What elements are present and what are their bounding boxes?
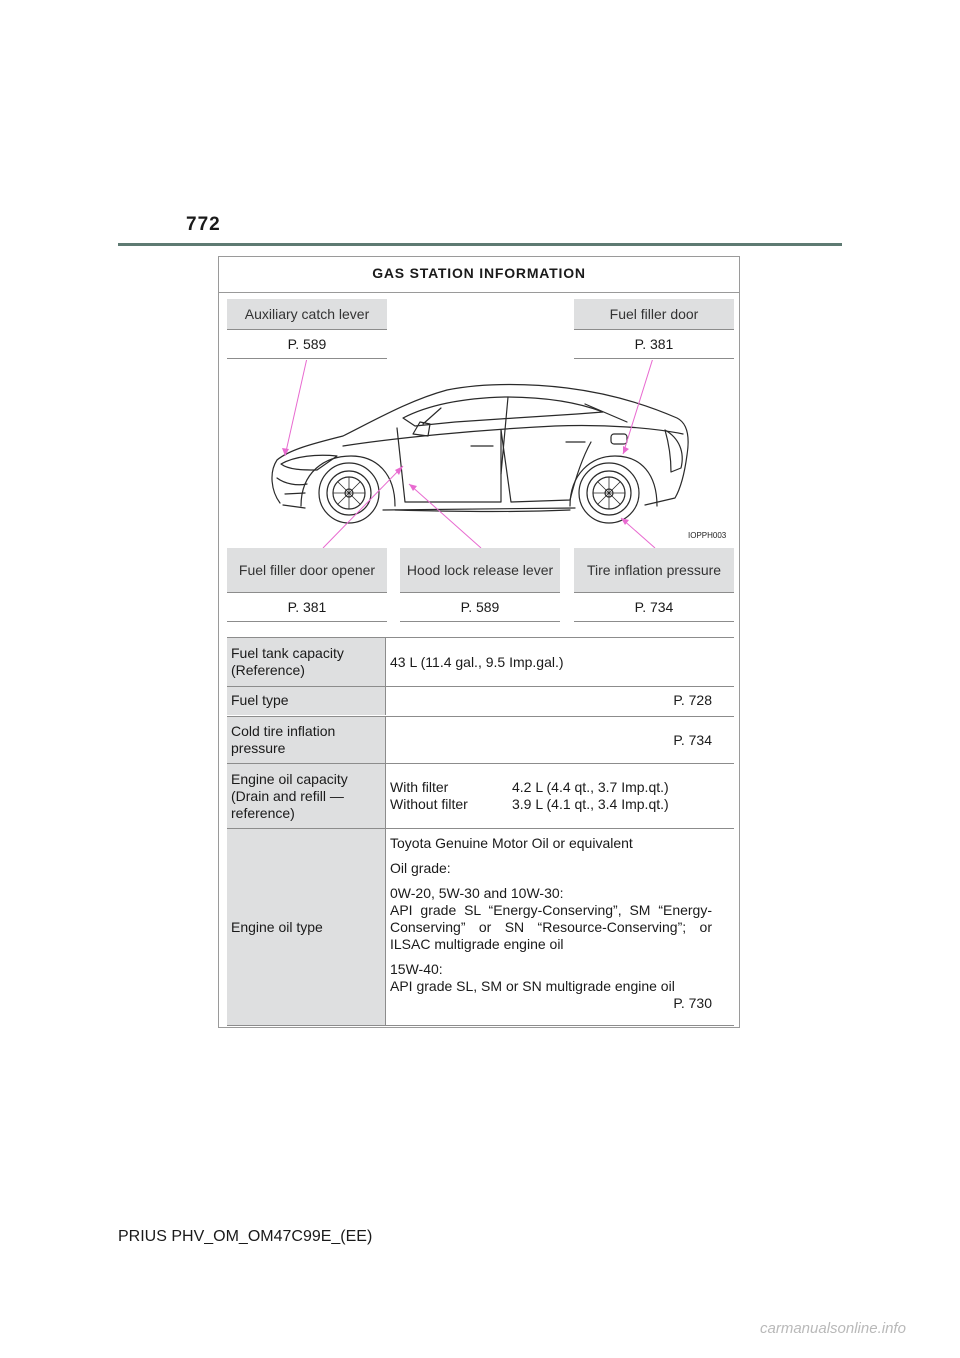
- page-reference-link[interactable]: P. 730: [673, 995, 712, 1011]
- table-row: [227, 638, 734, 687]
- row-label: Fuel tank capacity (Reference): [227, 638, 386, 686]
- oil-grade-title: 0W-20, 5W-30 and 10W-30:: [390, 885, 564, 901]
- header-rule: [118, 243, 842, 246]
- row-value: [386, 829, 734, 1025]
- without-filter-label: Without filter: [390, 796, 468, 812]
- callout-label: Tire inflation pressure: [574, 548, 734, 593]
- row-label: Cold tire inflation pressure: [227, 717, 386, 763]
- with-filter-value: 4.2 L (4.4 qt., 3.7 Imp.qt.): [512, 779, 669, 795]
- row-label-text: Engine oil type: [231, 918, 323, 935]
- row-label: [227, 829, 386, 1025]
- callout-fuel-filler-door: [574, 299, 734, 359]
- page-reference-link[interactable]: P. 381: [574, 330, 734, 359]
- table-row: [227, 717, 734, 764]
- table-row: [227, 829, 734, 1026]
- with-filter-label: With filter: [390, 779, 449, 795]
- oil-grade-block: [390, 885, 712, 953]
- row-label: Fuel type: [227, 687, 386, 715]
- page-reference-link[interactable]: P. 734: [574, 593, 734, 622]
- oil-grade-block: [390, 961, 712, 1012]
- page-reference-link[interactable]: P. 734: [673, 732, 712, 748]
- table-row: [227, 764, 734, 829]
- row-label: Engine oil capacity (Drain and refill — reference): [227, 764, 386, 828]
- page-reference-link[interactable]: P. 728: [673, 692, 712, 708]
- callout-label: Fuel filler door: [574, 299, 734, 330]
- watermark: carmanualsonline.info: [760, 1320, 906, 1337]
- table-row: [227, 687, 734, 717]
- callout-hood-lock-release-lever: [400, 548, 560, 622]
- car-side-illustration: [225, 360, 735, 550]
- oil-grade-text: API grade SL “Energy-Conserving”, SM “Energy-Conserving” or SN “Resource-Conserving”; or ILSAC multigrade engine oil: [390, 902, 712, 952]
- page-reference-link[interactable]: P. 381: [227, 593, 387, 622]
- oil-capacity-line: [390, 779, 712, 796]
- document-footer: PRIUS PHV_OM_OM47C99E_(EE): [118, 1228, 373, 1245]
- callout-fuel-filler-door-opener: [227, 548, 387, 622]
- row-value: 43 L (11.4 gal., 9.5 Imp.gal.): [390, 654, 564, 670]
- oil-grade-text: API grade SL, SM or SN multigrade engine oil: [390, 978, 675, 994]
- oil-grade-heading: Oil grade:: [390, 860, 451, 876]
- panel-title: GAS STATION INFORMATION: [219, 257, 739, 293]
- callout-auxiliary-catch-lever: [227, 299, 387, 359]
- callout-label: Fuel filler door opener: [227, 548, 387, 593]
- oil-grade-title: 15W-40:: [390, 961, 443, 977]
- oil-type-line: Toyota Genuine Motor Oil or equivalent: [390, 835, 633, 851]
- illustration-code: IOPPH003: [688, 531, 727, 540]
- fuel-oil-info-table: [227, 637, 734, 1026]
- without-filter-value: 3.9 L (4.1 qt., 3.4 Imp.qt.): [512, 796, 669, 812]
- row-value: [386, 764, 734, 828]
- page-number: 772: [186, 214, 221, 235]
- page-reference-link[interactable]: P. 589: [400, 593, 560, 622]
- callout-label: Hood lock release lever: [400, 548, 560, 593]
- oil-capacity-line: [390, 796, 712, 813]
- callout-label: Auxiliary catch lever: [227, 299, 387, 330]
- callout-tire-inflation-pressure: [574, 548, 734, 622]
- page-reference-link[interactable]: P. 589: [227, 330, 387, 359]
